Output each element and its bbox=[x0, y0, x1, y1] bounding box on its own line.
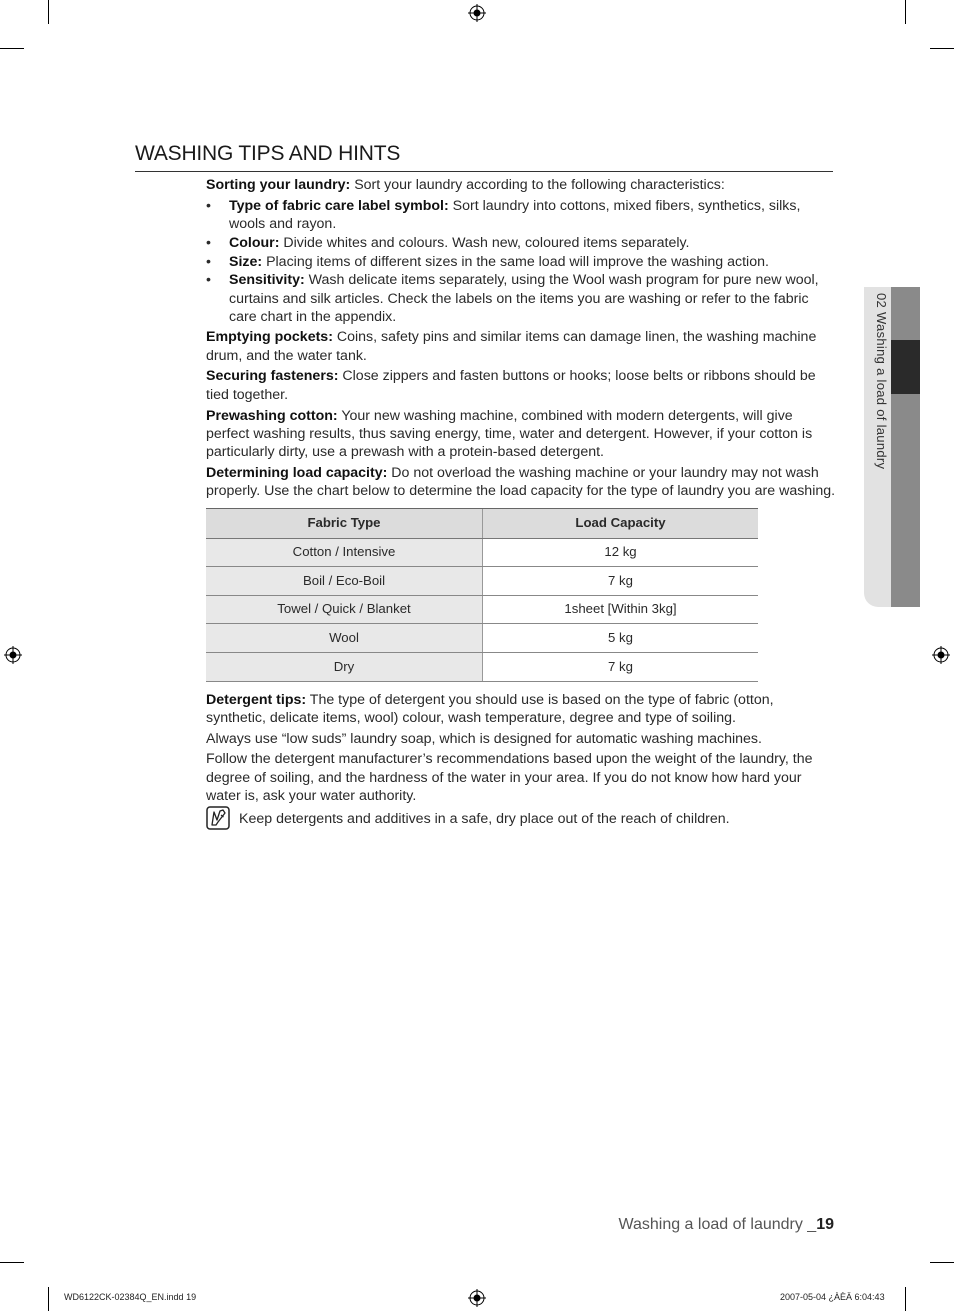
table-row bbox=[206, 652, 758, 681]
bullet-text: Divide whites and colours. Wash new, coloured items separately. bbox=[279, 234, 690, 251]
bullet-label: Type of fabric care label symbol: bbox=[229, 197, 449, 214]
page-number: 19 bbox=[816, 1216, 834, 1233]
crop-mark bbox=[0, 1262, 24, 1263]
detergent-text: The type of detergent you should use is based on the type of fabric (otton, synthetic, delicate items, wool) colour, wash temperature, degree and type of soiling. bbox=[206, 691, 774, 726]
registration-mark-icon bbox=[932, 646, 950, 664]
prewashing-text: Your new washing machine, combined with modern detergents, will give perfect washing results, thus saving energy, time, water and detergent. However, if your cotton is particularly dirty, use a prewash with a protein-based detergent. bbox=[206, 407, 813, 461]
list-item bbox=[206, 197, 836, 234]
page-title: WASHING TIPS AND HINTS bbox=[135, 141, 833, 172]
fabric-type-cell: Boil / Eco-Boil bbox=[206, 567, 483, 596]
load-capacity-cell: 7 kg bbox=[483, 652, 759, 681]
slug-timestamp: 2007-05-04 ¿ÀÈÄ 6:04:43 bbox=[780, 1292, 885, 1302]
sorting-label: Sorting your laundry: bbox=[206, 177, 351, 193]
sorting-paragraph bbox=[206, 176, 836, 194]
table-row bbox=[206, 624, 758, 653]
bullet-label: Size: bbox=[229, 253, 263, 270]
low-suds-paragraph: Always use “low suds” laundry soap, which is designed for automatic washing machines. bbox=[206, 730, 762, 747]
securing-label: Securing fasteners: bbox=[206, 368, 339, 385]
fabric-type-cell: Wool bbox=[206, 624, 483, 653]
fabric-type-cell: Cotton / Intensive bbox=[206, 538, 483, 567]
note-text: Keep detergents and additives in a safe, dry place out of the reach of children. bbox=[239, 811, 730, 828]
fabric-type-cell: Towel / Quick / Blanket bbox=[206, 595, 483, 624]
page-footer bbox=[618, 1216, 834, 1234]
detergent-label: Detergent tips: bbox=[206, 691, 307, 708]
side-tab-text: 02 Washing a load of laundry bbox=[874, 293, 889, 470]
load-capacity-table bbox=[206, 508, 758, 682]
emptying-text: Coins, safety pins and similar items can damage linen, the washing machine drum, and the water tank. bbox=[206, 329, 817, 364]
determining-text: Do not overload the washing machine or your laundry may not wash properly. Use the chart below to determine the load capacity for the type of laundry you are washing. bbox=[206, 464, 836, 500]
bullet-text: Placing items of different sizes in the same load will improve the washing action. bbox=[262, 253, 769, 270]
column-header-fabric-type: Fabric Type bbox=[206, 508, 483, 538]
securing-text: Close zippers and fasten buttons or hooks; loose belts or ribbons should be tied together. bbox=[206, 368, 816, 403]
note bbox=[206, 810, 836, 828]
bullet-text: Sort laundry into cottons, mixed fibers, synthetics, silks, wools and rayon. bbox=[229, 197, 801, 233]
load-capacity-cell: 5 kg bbox=[483, 624, 759, 653]
load-capacity-cell: 7 kg bbox=[483, 567, 759, 596]
bullet-label: Colour: bbox=[229, 234, 280, 251]
side-tab-grey-band bbox=[891, 287, 920, 607]
list-item bbox=[206, 234, 836, 252]
bullet: • bbox=[206, 272, 211, 289]
footer-text: Washing a load of laundry _ bbox=[618, 1216, 817, 1233]
characteristics-list bbox=[206, 197, 836, 327]
crop-mark bbox=[905, 0, 906, 24]
bullet-text: Wash delicate items separately, using the Wool wash program for pure new wool, curtains and silk articles. Check the labels on the items you are washing or refer to the fabric care chart in the appendix. bbox=[229, 272, 819, 326]
follow-paragraph: Follow the detergent manufacturer’s recommendations based upon the weight of the laundry, the degree of soiling, and the hardness of the water in your area. If you do not know how hard your water is, ask your water authority. bbox=[206, 751, 813, 804]
load-capacity-cell: 1sheet [Within 3kg] bbox=[483, 595, 759, 624]
prewashing-paragraph bbox=[206, 407, 836, 462]
column-header-load-capacity: Load Capacity bbox=[483, 508, 759, 538]
registration-mark-icon bbox=[468, 4, 486, 22]
list-item bbox=[206, 271, 836, 326]
crop-mark bbox=[48, 0, 49, 24]
note-pen-icon bbox=[206, 806, 230, 830]
emptying-label: Emptying pockets: bbox=[206, 329, 333, 346]
crop-mark bbox=[48, 1287, 49, 1311]
bullet: • bbox=[206, 197, 211, 214]
crop-mark bbox=[930, 48, 954, 49]
table-row bbox=[206, 567, 758, 596]
main-content bbox=[206, 176, 836, 829]
crop-mark bbox=[0, 48, 24, 49]
table-header-row bbox=[206, 508, 758, 538]
registration-mark-icon bbox=[4, 646, 22, 664]
table-row bbox=[206, 595, 758, 624]
prewashing-label: Prewashing cotton: bbox=[206, 407, 338, 424]
determining-paragraph bbox=[206, 464, 836, 501]
crop-mark bbox=[930, 1262, 954, 1263]
securing-paragraph bbox=[206, 367, 836, 404]
side-tab-label bbox=[874, 293, 889, 469]
sorting-text: Sort your laundry according to the following characteristics: bbox=[350, 177, 725, 193]
crop-mark bbox=[905, 1287, 906, 1311]
slug-file-info: WD6122CK-02384Q_EN.indd 19 bbox=[64, 1292, 197, 1302]
registration-mark-icon bbox=[468, 1289, 486, 1307]
emptying-paragraph bbox=[206, 328, 836, 365]
bullet: • bbox=[206, 234, 211, 251]
detergent-paragraph bbox=[206, 691, 836, 728]
determining-label: Determining load capacity: bbox=[206, 464, 388, 481]
side-tab-chapter-marker bbox=[891, 340, 920, 394]
list-item bbox=[206, 253, 836, 271]
fabric-type-cell: Dry bbox=[206, 652, 483, 681]
bullet: • bbox=[206, 253, 211, 270]
table-row bbox=[206, 538, 758, 567]
bullet-label: Sensitivity: bbox=[229, 272, 305, 289]
load-capacity-cell: 12 kg bbox=[483, 538, 759, 567]
